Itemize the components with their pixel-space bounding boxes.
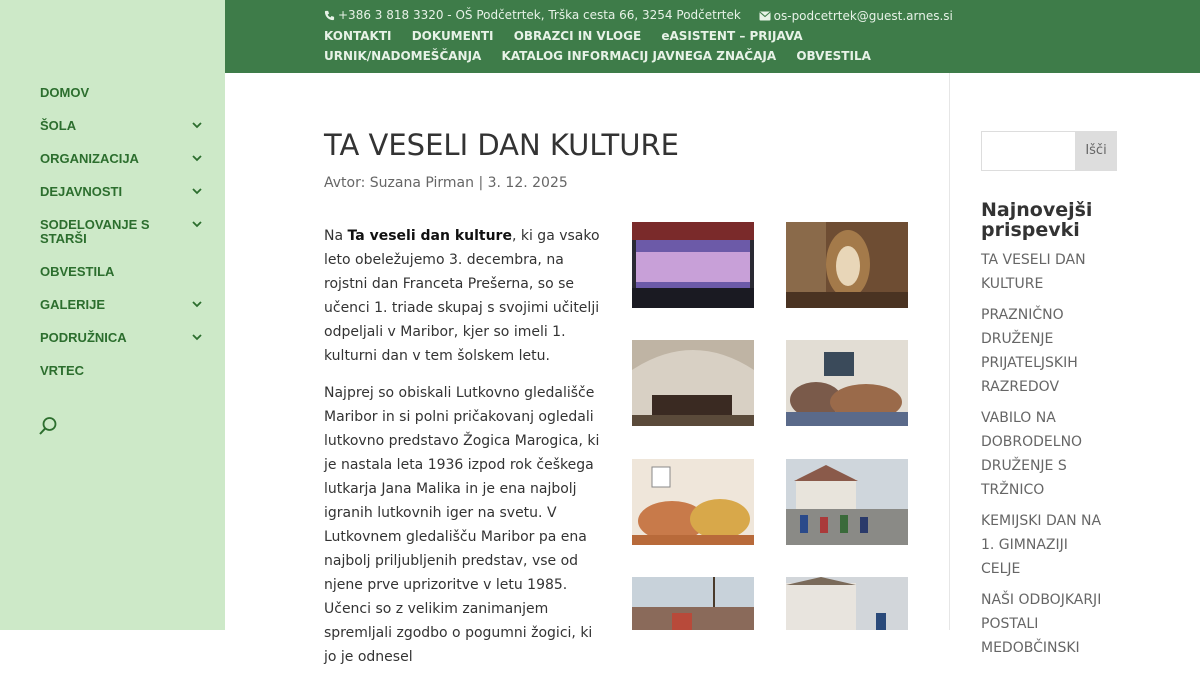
recent-post-link[interactable]: NAŠI ODBOJKARJI POSTALI MEDOBČINSKI — [981, 592, 1102, 656]
chevron-down-icon[interactable] — [191, 119, 203, 131]
paragraph: Na Ta veseli dan kulture, ki ga vsako leto obeležujemo 3. decembra, na rojstni dan Franceta Prešerna, so se učenci 1. triade skupaj s svojimi učitelji odpeljali v Maribor, kjer so imeli 1. kulturni dan v tem šolskem letu. — [324, 228, 600, 364]
contact-info — [324, 8, 953, 24]
nav-item-vrtec[interactable]: VRTEC — [40, 363, 85, 378]
gallery-photo[interactable] — [632, 459, 754, 545]
recent-post-link[interactable]: PRAZNIČNO DRUŽENJE PRIJATELJSKIH RAZREDOV — [981, 307, 1078, 395]
gallery-photo[interactable] — [632, 340, 754, 426]
post-body — [324, 224, 609, 682]
search-icon[interactable] — [38, 416, 58, 436]
recent-post-link[interactable]: KEMIJSKI DAN NA 1. GIMNAZIJI CELJE — [981, 513, 1102, 577]
nav-item-obvestila[interactable]: OBVESTILA — [40, 264, 115, 279]
main-navigation — [40, 86, 205, 397]
nav-item-dejavnosti[interactable]: DEJAVNOSTI — [40, 185, 205, 199]
nav-item-organizacija[interactable]: ORGANIZACIJA — [40, 152, 205, 166]
paragraph: Najprej so obiskali Lutkovno gledališče Maribor in si polni pričakovanj ogledali lutkovno predstavo Žogica Marogica, ki je nastala leta 1936 izpod rok češkega lutkarja Jana Malika in je ena najbolj igranih lutkovnih iger na svetu. V Lutkovnem gledališču Maribor pa ena najbolj priljubljenih predstav, vse od njene prve uprizoritve v letu 1985. Učenci so z velikim zanimanjem spremljali zgodbo o pogumni žogici, ki jo je odnesel — [324, 385, 600, 665]
topnav-obrazci[interactable]: OBRAZCI IN VLOGE — [513, 29, 642, 43]
email-info[interactable]: os-podcetrtek@guest.arnes.si — [759, 9, 953, 23]
chevron-down-icon[interactable] — [191, 152, 203, 164]
nav-item-domov[interactable]: DOMOV — [40, 85, 90, 100]
recent-posts-list — [981, 248, 1111, 667]
left-sidebar — [0, 0, 225, 630]
topnav-urnik[interactable]: URNIK/NADOMEŠČANJA — [324, 49, 482, 63]
chevron-down-icon[interactable] — [191, 185, 203, 197]
gallery-photo[interactable] — [786, 577, 908, 630]
topnav-obvestila[interactable]: OBVESTILA — [796, 49, 871, 63]
nav-item-sodelovanje[interactable]: SODELOVANJE S STARŠI — [40, 218, 205, 246]
content-divider — [949, 73, 950, 630]
nav-item-galerije[interactable]: GALERIJE — [40, 298, 205, 312]
gallery-photo[interactable] — [632, 222, 754, 308]
chevron-down-icon[interactable] — [191, 331, 203, 343]
phone-icon — [324, 10, 335, 21]
post-title: TA VESELI DAN KULTURE — [324, 128, 679, 162]
phone-info: +386 3 818 3320 - OŠ Podčetrtek, Trška cesta 66, 3254 Podčetrtek — [324, 8, 741, 22]
gallery-photo[interactable] — [632, 577, 754, 630]
topnav-kontakti[interactable]: KONTAKTI — [324, 29, 392, 43]
top-header — [225, 0, 1200, 73]
search-button[interactable]: Išči — [1075, 131, 1117, 171]
recent-post-link[interactable]: VABILO NA DOBRODELNO DRUŽENJE S TRŽNICO — [981, 410, 1083, 498]
recent-post-link[interactable]: TA VESELI DAN KULTURE — [981, 252, 1086, 292]
chevron-down-icon[interactable] — [191, 298, 203, 310]
envelope-icon — [759, 11, 771, 21]
gallery-photo[interactable] — [786, 459, 908, 545]
post-meta: Avtor: Suzana Pirman | 3. 12. 2025 — [324, 175, 568, 191]
secondary-navigation — [324, 29, 964, 69]
nav-item-sola[interactable]: ŠOLA — [40, 119, 205, 133]
gallery-photo[interactable] — [786, 340, 908, 426]
chevron-down-icon[interactable] — [191, 218, 203, 230]
nav-item-podruznica[interactable]: PODRUŽNICA — [40, 331, 205, 345]
topnav-dokumenti[interactable]: DOKUMENTI — [411, 29, 494, 43]
topnav-easistent[interactable]: eASISTENT – PRIJAVA — [661, 29, 803, 43]
gallery-photo[interactable] — [786, 222, 908, 308]
topnav-katalog[interactable]: KATALOG INFORMACIJ JAVNEGA ZNAČAJA — [501, 49, 777, 63]
search-input[interactable] — [981, 131, 1076, 171]
recent-posts-heading: Najnovejši prispevki — [981, 199, 1093, 241]
